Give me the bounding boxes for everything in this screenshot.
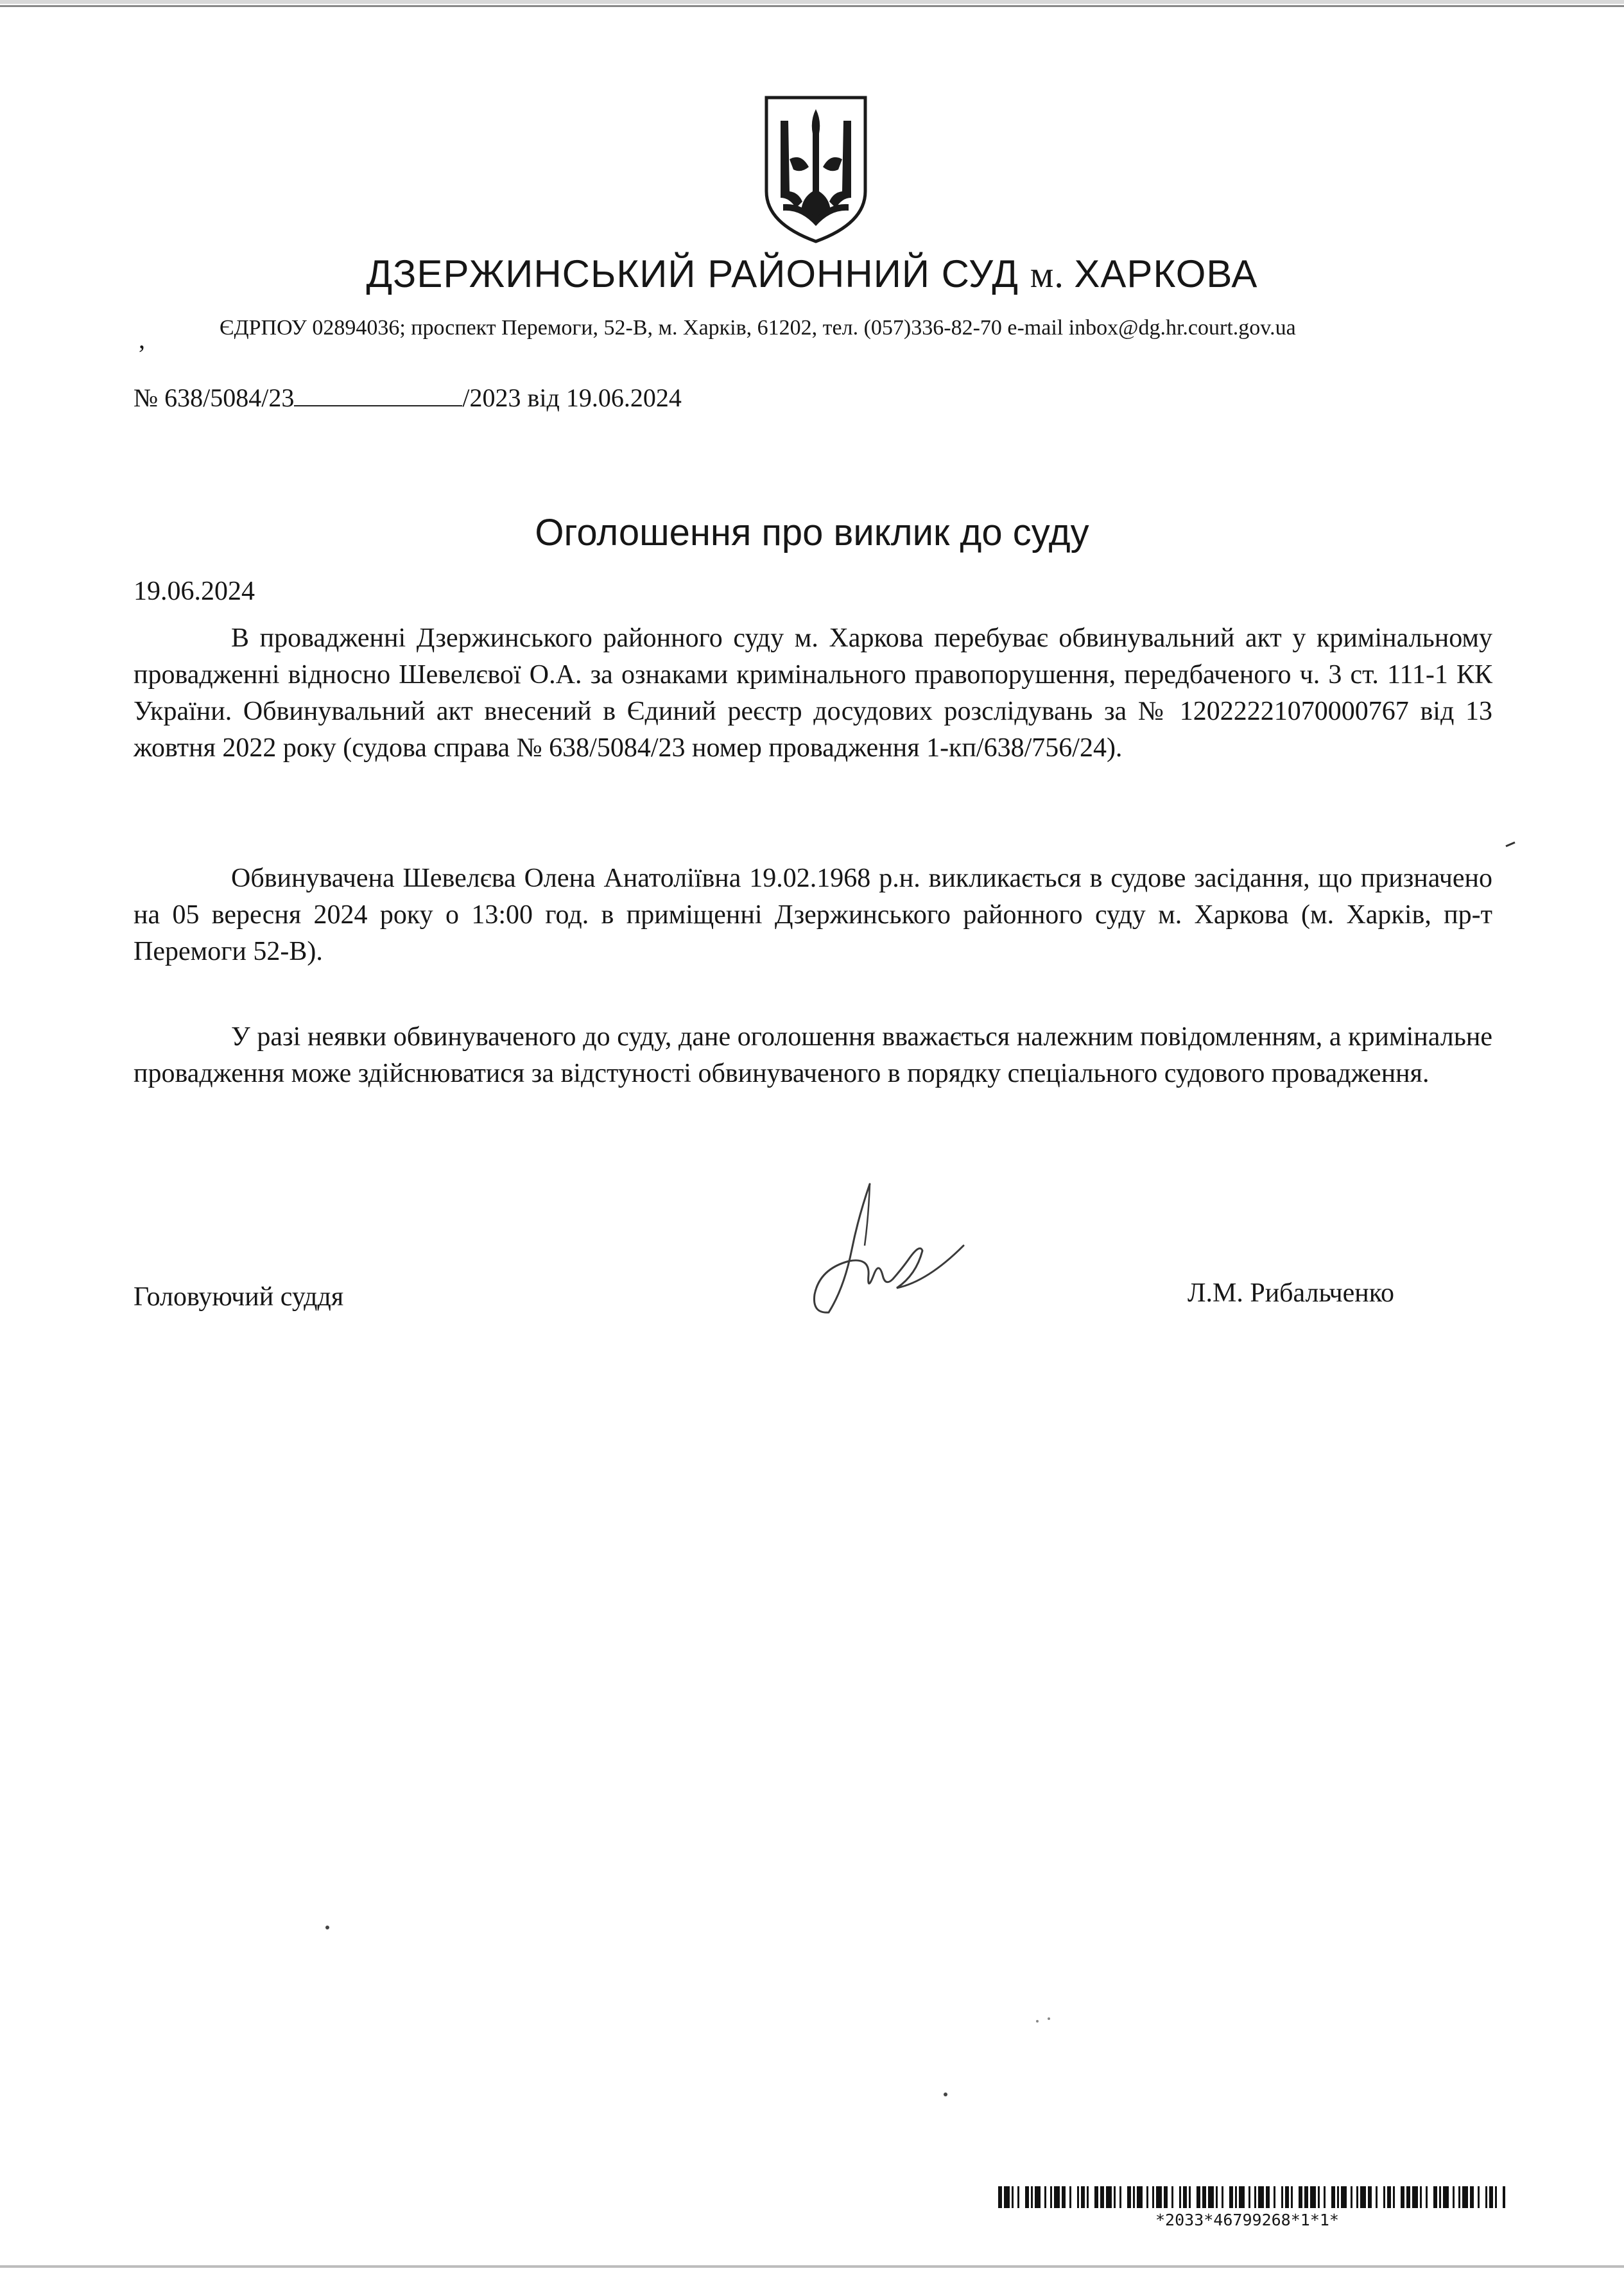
paragraph-text: В провадженні Дзержинського районного суду м. Харкова перебуває обвинувальний акт у кримінальному провадженні відносно Шевелєвої О.А. за ознаками кримінального правопорушення, передбаченого ч. 3 ст. 111-1 КК України. Обвинувальний акт внесений в Єдиний реєстр досудових розслідувань за № 12022221070000767 від 13 жовтня 2022 року (судова справа № 638/5084/23 номер провадження 1-кп/638/756/24). [134, 623, 1492, 763]
court-requisites: ЄДРПОУ 02894036; проспект Перемоги, 52-В, м. Харків, 61202, тел. (057)336-82-70 e-mail inbox@dg.hr.court.gov.ua [220, 316, 1296, 340]
notice-date: 19.06.2024 [134, 577, 255, 606]
signatory-name: Л.М. Рибальченко [1188, 1278, 1394, 1308]
court-name-city: ХАРКОВА [1074, 252, 1258, 295]
paragraph-text: У разі неявки обвинуваченого до суду, дане оголошення вважається належним повідомленням, а кримінальне провадження може здійснюватися за відстуності обвинуваченого в порядку спеціального судового провадження. [134, 1022, 1492, 1088]
scan-edge-bottom [0, 2265, 1624, 2268]
signatory-title: Головуючий суддя [134, 1282, 344, 1312]
barcode [998, 2186, 1505, 2208]
paragraph-text: Обвинувачена Шевелєва Олена Анатоліївна 19.02.1968 р.н. викликається в судове засідання, що призначено на 05 вересня 2024 року о 13:00 год. в приміщенні Дзержинського районного суду м. Харкова (м. Харків, пр-т Перемоги 52-В). [134, 864, 1492, 966]
registration-suffix: /2023 від 19.06.2024 [462, 383, 682, 412]
scan-mark: , [139, 325, 145, 354]
court-name-city-prefix: м. [1030, 254, 1075, 295]
registration-prefix: № 638/5084/23 [134, 383, 295, 412]
notice-title: Оголошення про виклик до суду [535, 512, 1089, 553]
court-name-main: ДЗЕРЖИНСЬКИЙ РАЙОННИЙ СУД [366, 252, 1030, 295]
barcode-block [998, 2186, 1505, 2229]
barcode-text: *2033*46799268*1*1* [1155, 2211, 1339, 2229]
